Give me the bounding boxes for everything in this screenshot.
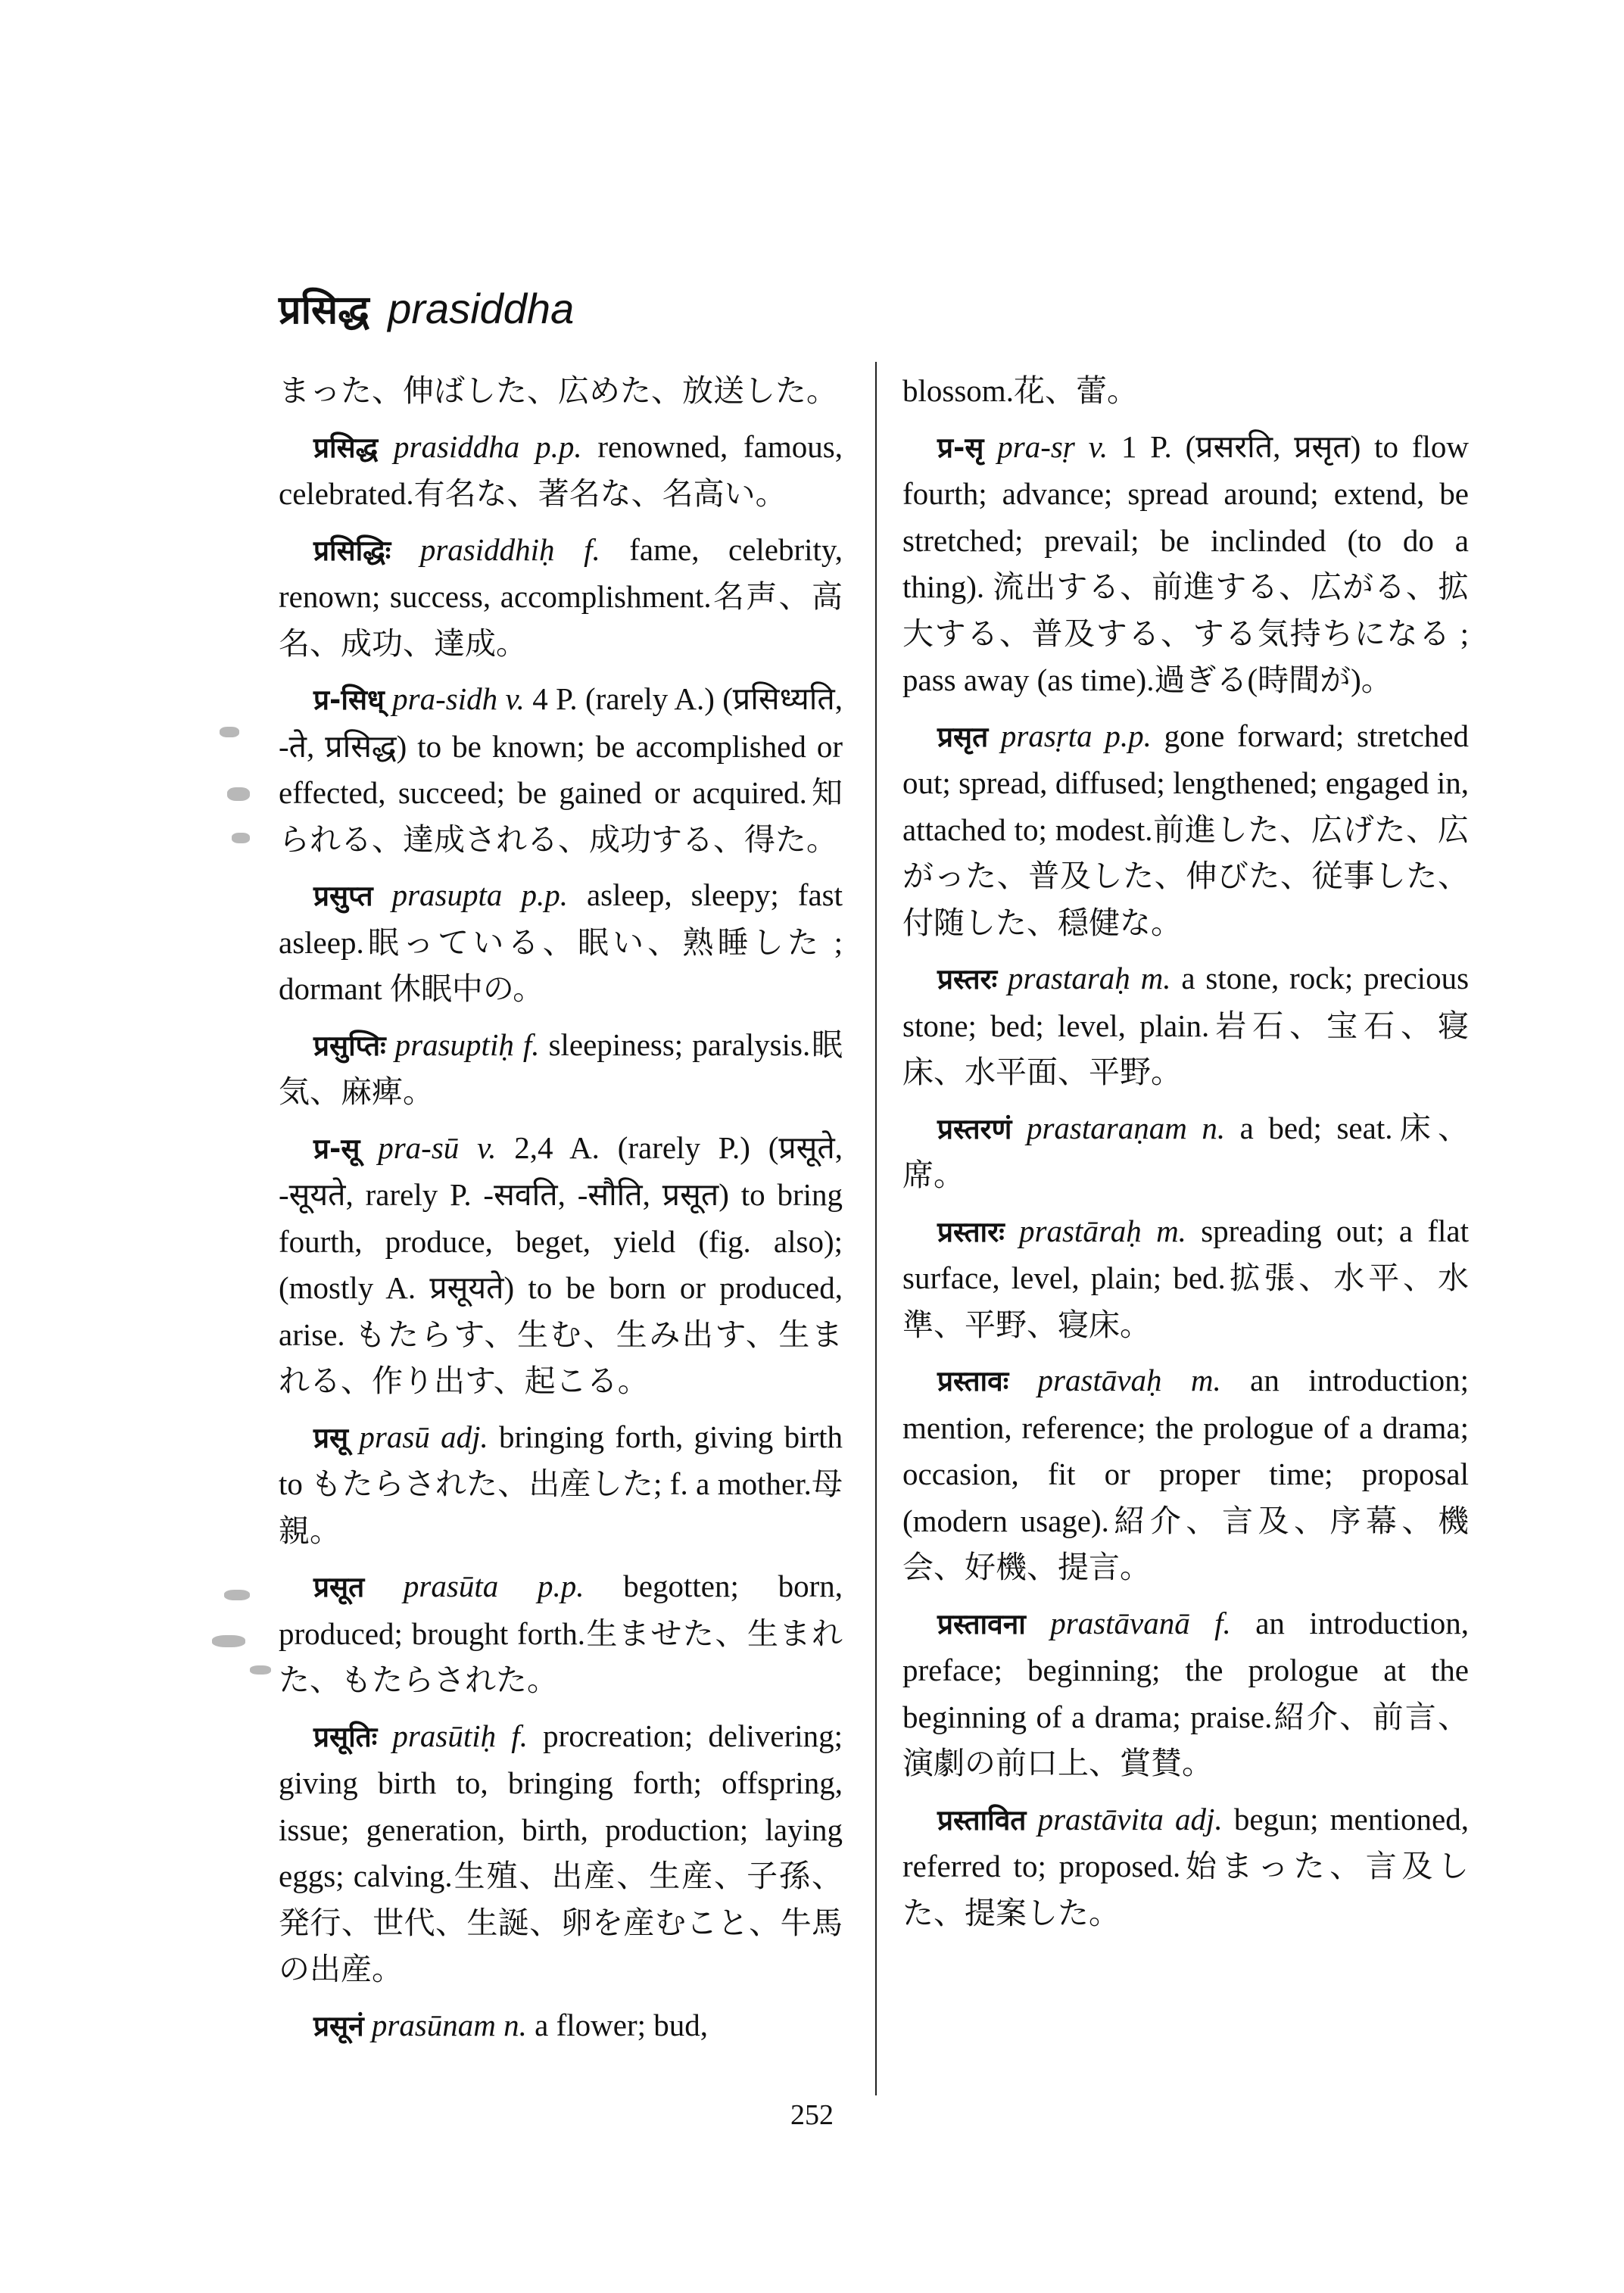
dictionary-entry (279, 527, 843, 668)
entry-definition: procreation; delivering; giving birth to, bringing forth; offspring, issue; generation, birth, production; laying eggs; calving.生殖、出産、生産、子孫、発行、世代、生誕、卵を産むこと、牛馬の出産。 (279, 1718, 843, 1986)
entry-continuation (902, 368, 1469, 415)
entry-headword-roman: prastaraḥ (1008, 961, 1130, 995)
dictionary-entry (902, 1208, 1469, 1349)
dictionary-entry (902, 1796, 1469, 1937)
dictionary-entry (279, 2002, 843, 2050)
entry-part-of-speech: p.p. (1105, 718, 1152, 753)
scan-speck (250, 1665, 271, 1675)
entry-definition: gone forward; stretched out; spread, diffused; lengthened; engaged in, attached to; modest.前進した、広げた、広がった、普及した、伸びた、従事した、付随した、穏健な。 (902, 718, 1470, 940)
entry-headword-devanagari: प्रसिद्ध (313, 431, 379, 464)
entry-headword-roman: prasūnam (371, 2007, 496, 2042)
entry-headword-roman: prastāraḥ (1019, 1213, 1142, 1248)
entry-headword-devanagari: प्रसूनं (313, 2009, 364, 2042)
entry-part-of-speech: n. (1202, 1110, 1226, 1145)
entry-headword-devanagari: प्रसिद्धिः (313, 534, 391, 567)
entry-headword-roman: prastāvanā (1050, 1605, 1190, 1640)
entry-part-of-speech: m. (1190, 1363, 1221, 1397)
entry-definition: begun; mentioned, referred to; proposed.始まった、言及した、提案した。 (902, 1801, 1469, 1930)
entry-definition: a bed; seat.床、席。 (902, 1110, 1470, 1192)
entry-headword-roman: prasṛta (1000, 718, 1093, 753)
dictionary-entry (902, 1600, 1469, 1787)
entry-definition: asleep, sleepy; fast asleep.眠っている、眠い、熟睡した ; dormant 休眠中の。 (279, 877, 843, 1006)
scan-speck (220, 727, 239, 737)
entry-headword-roman: pra-sū (378, 1129, 460, 1165)
entry-headword-roman: prasūtiḥ (392, 1718, 497, 1753)
entry-part-of-speech: m. (1156, 1213, 1186, 1248)
entry-part-of-speech: f. (522, 1027, 540, 1062)
entry-headword-devanagari: प्रसू (313, 1421, 349, 1454)
entry-part-of-speech: v. (477, 1129, 497, 1165)
entry-definition: bringing forth, giving birth to もたらされた、出産した; f. a mother.母親。 (279, 1419, 843, 1548)
entry-definition: blossom.花、蕾。 (902, 373, 1138, 408)
entry-definition: まった、伸ばした、広めた、放送した。 (279, 373, 837, 408)
entry-part-of-speech: f. (511, 1718, 528, 1753)
left-column (279, 368, 843, 2058)
entry-headword-devanagari: प्रस्तरणं (937, 1112, 1012, 1145)
entry-headword-roman: pra-sidh (392, 681, 498, 716)
entry-part-of-speech: p.p. (535, 428, 582, 464)
dictionary-entry (279, 424, 843, 518)
dictionary-entry (902, 955, 1469, 1096)
entry-part-of-speech: p.p. (538, 1569, 584, 1603)
entry-headword-roman: prasuptiḥ (394, 1027, 514, 1062)
dictionary-entry (902, 1357, 1469, 1591)
entry-headword-roman: prasū (359, 1419, 430, 1454)
header-headword-devanagari: प्रसिद्ध (279, 288, 369, 333)
entry-part-of-speech: f. (584, 531, 600, 567)
entry-headword-roman: prasupta (391, 877, 503, 912)
entry-headword-devanagari: प्रसृत (937, 720, 989, 753)
entry-headword-roman: prastāvita (1037, 1801, 1164, 1837)
scan-speck (227, 787, 250, 801)
header-headword-roman: prasiddha (388, 285, 575, 332)
entry-definition: renowned, famous, celebrated.有名な、著名な、名高い。 (279, 428, 843, 511)
column-divider (875, 362, 877, 2095)
dictionary-entry (279, 872, 843, 1013)
entry-headword-devanagari: प्रसूत (313, 1571, 365, 1603)
entry-definition: an introduction; mention, reference; the prologue of a drama; occasion, fit or proper time; proposal (modern usage).紹介、言及、序幕、機会、好機、提言。 (902, 1363, 1470, 1584)
dictionary-entry (279, 1713, 843, 1993)
entry-headword-devanagari: प्र-सृ (937, 431, 984, 464)
entry-headword-roman: pra-sṛ (997, 428, 1075, 464)
entry-definition: a stone, rock; precious stone; bed; level, plain.岩石、宝石、寝床、水平面、平野。 (902, 961, 1470, 1089)
entry-definition: 2,4 A. (rarely P.) (प्रसूते, -सूयते, rarely P. -सवति, -सौति, प्रसूत) to bring fourth, produce, beget, yield (fig. also); (mostly A. प्रसूयते) to be born or produced, arise. もたらす、生む、生み出す、生まれる、作り出す、起こる。 (279, 1129, 843, 1398)
scan-speck (212, 1635, 245, 1647)
entry-definition: 4 P. (rarely A.) (प्रसिध्यति, -ते, प्रसिद्ध) to be known; be accomplished or effected, succeed; be gained or acquired.知られる、達成される、成功する、得た。 (279, 681, 843, 857)
entry-headword-devanagari: प्रसुप्त (313, 880, 373, 912)
dictionary-entry (279, 1022, 843, 1116)
entry-part-of-speech: adj. (1175, 1801, 1223, 1837)
dictionary-entry (902, 713, 1469, 947)
entry-definition: fame, celebrity, renown; success, accomplishment.名声、高名、成功、達成。 (279, 531, 843, 661)
scan-speck (232, 833, 250, 843)
entry-part-of-speech: v. (1088, 428, 1108, 464)
dictionary-entry (279, 676, 843, 863)
entry-headword-devanagari: प्रस्तावना (937, 1607, 1026, 1640)
entry-headword-devanagari: प्रसुप्तिः (313, 1029, 386, 1062)
dictionary-entry (279, 1125, 843, 1405)
entry-headword-devanagari: प्रस्तरः (937, 963, 998, 995)
entry-definition: spreading out; a flat surface, level, plain; bed.拡張、水平、水準、平野、寝床。 (902, 1213, 1470, 1342)
entry-definition: a flower; bud, (535, 2007, 708, 2042)
entry-headword-roman: prastāvaḥ (1037, 1363, 1162, 1397)
entry-definition: an introduction, preface; beginning; the prologue at the beginning of a drama; praise.紹介、前言、演劇の前口上、賞賛。 (902, 1605, 1470, 1781)
entry-definition: sleepiness; paralysis.眠気、麻痺。 (279, 1027, 843, 1109)
scan-speck (224, 1590, 250, 1600)
running-header (279, 282, 574, 338)
dictionary-entry (279, 1414, 843, 1555)
entry-continuation (279, 368, 843, 415)
entry-part-of-speech: m. (1140, 961, 1171, 995)
entry-headword-roman: prastaraṇam (1026, 1110, 1187, 1145)
entry-definition: 1 P. (प्रसरति, प्रसृत) to flow fourth; advance; spread around; extend, be stretched; prevail; be inclinded (to do a thing). 流出する、前進する、広がる、拡大する、普及する、する気持ちになる ; pass away (as time).過ぎる(時間が)。 (902, 428, 1470, 697)
entry-headword-devanagari: प्र-सिध् (313, 684, 385, 716)
entry-part-of-speech: p.p. (521, 877, 568, 912)
entry-headword-devanagari: प्रस्तारः (937, 1215, 1005, 1248)
entry-headword-roman: prasiddha (394, 428, 520, 464)
entry-headword-devanagari: प्रस्तावित (937, 1803, 1027, 1837)
right-column (902, 368, 1469, 1946)
entry-definition: begotten; born, produced; brought forth.生ませた、生まれた、もたらされた。 (279, 1569, 843, 1697)
entry-part-of-speech: v. (505, 681, 525, 716)
entry-headword-roman: prasiddhiḥ (419, 531, 555, 567)
entry-headword-devanagari: प्र-सू (313, 1132, 360, 1165)
dictionary-entry (902, 424, 1469, 704)
entry-headword-devanagari: प्रस्तावः (937, 1365, 1009, 1397)
entry-part-of-speech: f. (1214, 1605, 1231, 1640)
entry-headword-devanagari: प्रसूतिः (313, 1720, 378, 1753)
dictionary-entry (902, 1105, 1469, 1199)
entry-part-of-speech: adj. (441, 1419, 488, 1454)
entry-headword-roman: prasūta (403, 1569, 499, 1603)
page-number: 252 (790, 2099, 834, 2131)
entry-part-of-speech: n. (503, 2007, 527, 2042)
dictionary-entry (279, 1563, 843, 1704)
